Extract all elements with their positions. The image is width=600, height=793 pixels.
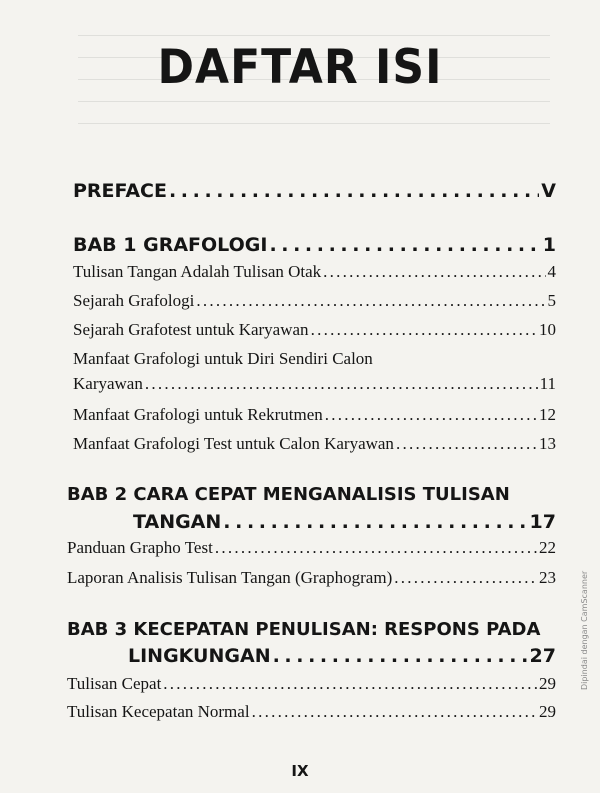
toc-label: Sejarah Grafotest untuk Karyawan [73,320,309,339]
page-title: DAFTAR ISI [157,39,443,96]
toc-entry[interactable] [67,674,556,694]
dot-leader [394,568,537,588]
toc-entry[interactable] [67,702,556,722]
dot-leader [169,180,539,202]
toc-entry[interactable] [73,434,556,454]
toc-page: 13 [539,434,556,453]
toc-page: 1 [542,234,556,256]
dot-leader [163,674,537,694]
dot-leader [223,511,527,533]
toc-page: 4 [547,262,556,281]
toc-label: Manfaat Grafologi untuk Rekrutmen [73,405,323,424]
toc-label: PREFACE [73,180,167,202]
toc-entry[interactable] [73,374,556,394]
dot-leader [273,645,528,667]
toc-label: Laporan Analisis Tulisan Tangan (Graphogram) [67,568,393,587]
toc-page: 29 [539,702,556,721]
dot-leader [269,234,540,256]
toc-entry[interactable] [67,538,556,558]
toc-label: Karyawan [73,374,143,393]
dot-leader [252,702,537,722]
toc-page: 22 [539,538,556,557]
toc-page: 29 [539,674,556,693]
toc-entry[interactable] [73,320,556,340]
toc-label: Tulisan Tangan Adalah Tulisan Otak [73,262,322,281]
toc-label: BAB 1 GRAFOLOGI [73,234,268,256]
toc-entry[interactable] [67,568,556,588]
toc-entry-chapter-3[interactable] [128,645,556,667]
chapter-3-label-line1: BAB 3 KECEPATAN PENULISAN: RESPONS PADA [67,619,541,640]
toc-page: 17 [529,511,556,533]
toc-entry-preface[interactable] [73,180,556,202]
toc-page: 12 [539,405,556,424]
page-number: IX [291,762,309,780]
toc-label: TANGAN [133,511,222,533]
toc-label: Manfaat Grafologi Test untuk Calon Karyawan [73,434,394,453]
dot-leader [396,434,537,454]
toc-label: Tulisan Cepat [67,674,162,693]
toc-label-line1: Manfaat Grafologi untuk Diri Sendiri Calon [73,349,373,368]
toc-label: LINGKUNGAN [128,645,271,667]
dot-leader [325,405,537,425]
toc-entry[interactable] [73,291,556,311]
toc-entry-chapter-2[interactable] [133,511,556,533]
toc-label: Sejarah Grafologi [73,291,195,310]
dot-leader [196,291,545,311]
toc-page: V [541,180,556,202]
toc-page: 5 [547,291,556,310]
toc-page: 27 [529,645,556,667]
toc-page: 23 [539,568,556,587]
scanner-watermark: Dipindai dengan CamScanner [580,570,589,690]
toc-entry-chapter-1[interactable] [73,234,556,256]
dot-leader [215,538,537,558]
toc-page: 10 [539,320,556,339]
toc-label: Panduan Grapho Test [67,538,213,557]
toc-entry[interactable] [73,262,556,282]
dot-leader [145,374,538,394]
toc-entry[interactable] [73,405,556,425]
toc-label: Tulisan Kecepatan Normal [67,702,250,721]
toc-page: 11 [539,374,556,393]
chapter-2-label-line1: BAB 2 CARA CEPAT MENGANALISIS TULISAN [67,484,510,505]
dot-leader [311,320,537,340]
dot-leader [323,262,545,282]
